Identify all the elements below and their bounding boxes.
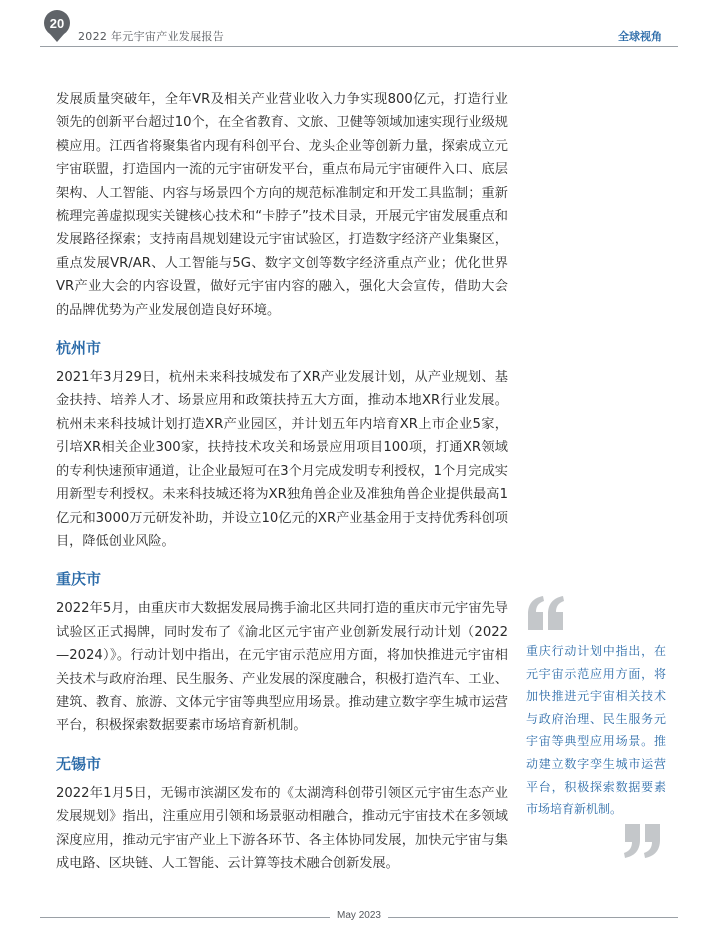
- section-heading-hangzhou: 杭州市: [56, 339, 102, 358]
- pull-quote: [526, 596, 666, 864]
- footer-divider-right: [388, 917, 678, 918]
- intro-paragraph: 发展质量突破年，全年VR及相关产业营业收入力争实现800亿元，打造行业领先的创新平台超过10个，在全省教育、文旅、卫健等领域加速实现行业级规模应用。江西省将聚集省内现有科创平台、龙头企业等创新力量，探索成立元宇宙联盟，打造国内一流的元宇宙研发平台，重点布局元宇宙硬件入口、底层架构、人工智能、内容与场景四个方向的规范标准制定和开发工具监制；重新梳理完善虚拟现实关键核心技术和“卡脖子”技术目录，开展元宇宙发展重点和发展路径探索；支持南昌规划建设元宇宙试验区，打造数字经济产业集聚区，重点发展VR/AR、人工智能与5G、数字文创等数字经济重点产业；优化世界VR产业大会的内容设置，做好元宇宙内容的融入，强化大会宣传，借助大会的品牌优势为产业发展创造良好环境。: [56, 92, 508, 318]
- report-title: 2022 年元宇宙产业发展报告: [78, 30, 224, 43]
- article-body: [56, 88, 508, 875]
- pull-quote-text: 重庆行动计划中指出，在元宇宙示范应用方面，将加快推进元宇宙相关技术与政府治理、民生服务元宇宙等典型应用场景。推动建立数字孪生城市运营平台，积极探索数据要素市场培育新机制。: [526, 644, 666, 817]
- section-heading-wuxi: 无锡市: [56, 754, 102, 773]
- footer-date: May 2023: [337, 910, 381, 921]
- section-text-chongqing: 2022年5月，由重庆市大数据发展局携手渝北区共同打造的重庆市元宇宙先导试验区正式揭牌，同时发布了《渝北区元宇宙产业创新发展行动计划（2022—2024）》。行动计划中指出，在元宇宙示范应用方面，将加快推进元宇宙相关技术与政府治理、民生服务、产业发展的深度融合，积极打造汽车、工业、建筑、教育、旅游、文体元宇宙等典型应用场景。推动建立数字孪生城市运营平台，积极探索数据要素市场培育新机制。: [56, 601, 508, 734]
- header-divider: [40, 46, 678, 47]
- footer-divider-left: [40, 917, 330, 918]
- quote-close-icon: [622, 824, 662, 858]
- page-header: [0, 0, 718, 48]
- section-text-hangzhou: 2021年3月29日，杭州未来科技城发布了XR产业发展计划，从产业规划、基金扶持、培养人才、场景应用和政策扶持五大方面，推动本地XR行业发展。杭州未来科技城计划打造XR产业园区，并计划五年内培育XR上市企业5家，引培XR相关企业300家，扶持技术攻关和场景应用项目100项，打通XR领域的专利快速预审通道，让企业最短可在3个月完成发明专利授权，1个月完成实用新型专利授权。未来科技城还将为XR独角兽企业及准独角兽企业提供最高1亿元和3000万元研发补助，并设立10亿元的XR产业基金用于支持优秀科创项目，降低创业风险。: [56, 370, 508, 549]
- quote-open-icon: [526, 596, 566, 630]
- page-number-badge: 20: [44, 10, 70, 36]
- section-tag: 全球视角: [618, 30, 662, 43]
- section-heading-chongqing: 重庆市: [56, 570, 102, 589]
- section-text-wuxi: 2022年1月5日，无锡市滨湖区发布的《太湖湾科创带引领区元宇宙生态产业发展规划》指出，注重应用引领和场景驱动相融合，推动元宇宙技术在多领域深度应用，推动元宇宙产业上下游各环节、各主体协同发展，加快元宇宙与集成电路、区块链、人工智能、云计算等技术融合创新发展。: [56, 785, 508, 871]
